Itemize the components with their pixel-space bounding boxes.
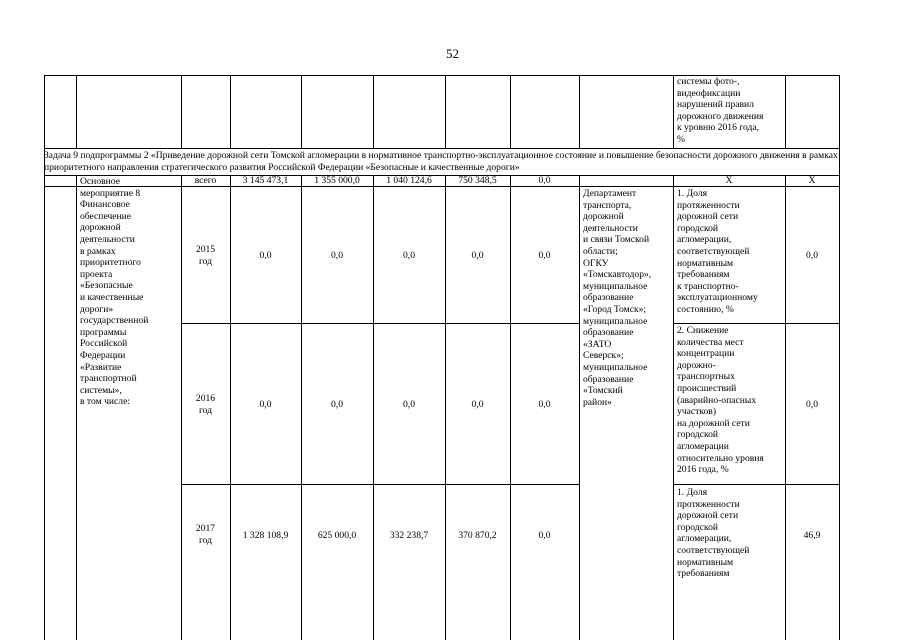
table-rule — [181, 484, 579, 485]
table-rule — [839, 175, 840, 640]
table-rule — [181, 75, 182, 148]
total-value: 3 145 473,1 — [242, 175, 289, 186]
table-rule — [579, 75, 580, 148]
indicator-value: 46,9 — [803, 530, 821, 541]
table-rule — [44, 148, 839, 149]
year-value: 0,0 — [259, 250, 272, 261]
total-value: 0,0 — [538, 175, 551, 186]
year-value: 0,0 — [471, 399, 484, 410]
year-value: 1 328 108,9 — [242, 530, 289, 541]
table-rule — [230, 75, 231, 148]
table-rule — [673, 75, 674, 148]
total-indicator-value: X — [808, 175, 816, 186]
year-value: 0,0 — [538, 530, 551, 541]
task-heading: Задача 9 подпрограммы 2 «Приведение дорожной сети Томской агломерации в нормативное транспортно-эксплуатационное состояние и повышение безопасности дорожного движения в рамках приоритетного направления стратегического развития Российской Федерации «Безопасные и качественные дороги» — [44, 150, 838, 173]
year-value: 625 000,0 — [317, 530, 357, 541]
total-value: 1 355 000,0 — [314, 175, 360, 186]
page-number: 52 — [446, 46, 459, 61]
year-label: 2016 год — [195, 393, 216, 416]
total-value: 750 348,5 — [458, 175, 497, 186]
executor-cell: Департамент транспорта, дорожной деятельности и связи Томской области; ОГКУ «Томскавтодор», муниципальное образование «Город Томск»; муниципальное образование «ЗАТО Северск»; муниципальное образование «Томский район» — [583, 188, 652, 408]
table-rule — [373, 75, 374, 148]
year-value: 0,0 — [331, 250, 343, 261]
table-rule — [673, 323, 839, 324]
table-rule — [510, 75, 511, 148]
indicator-value: 0,0 — [806, 250, 818, 261]
table-rule — [301, 75, 302, 148]
table-rule — [579, 175, 580, 640]
indicator-cell: 2. Снижение количества мест концентрации дорожно- транспортных происшествий (аварийно-опасных участков) на дорожной сети городской агломерации относительно уровня 2016 года, % — [677, 325, 764, 476]
total-label: всего — [194, 175, 217, 186]
year-value: 0,0 — [471, 250, 484, 261]
activity-name-cell: Основное мероприятие 8 Финансовое обеспечение дорожной деятельности в рамках приоритетного проекта «Безопасные и качественные дороги» государственной программы Российской Федерации «Развитие транспортной системы», в том числе: — [80, 176, 149, 408]
table-rule — [785, 75, 786, 148]
total-indicator: X — [725, 175, 733, 186]
table-rule — [839, 75, 840, 176]
year-label: 2017 год — [195, 523, 216, 546]
prev-indicator-cell: системы фото-, видеофиксации нарушений правил дорожного движения к уровню 2016 года, % — [677, 76, 764, 145]
indicator-cell: 1. Доля протяженности дорожной сети городской агломерации, соответствующей нормативным требованиям к транспортно- эксплуатационному состоянию, % — [677, 188, 758, 315]
table-rule — [445, 75, 446, 148]
year-label: 2015 год — [195, 244, 216, 267]
table-rule — [673, 484, 839, 485]
table-rule — [181, 323, 579, 324]
year-value: 0,0 — [259, 399, 272, 410]
table-rule — [673, 175, 674, 640]
year-value: 0,0 — [331, 399, 343, 410]
indicator-cell: 1. Доля протяженности дорожной сети городской агломерации, соответствующей нормативным требованиям — [677, 487, 750, 580]
table-rule — [44, 175, 45, 640]
table-rule — [76, 175, 77, 640]
table-rule — [76, 75, 77, 148]
year-value: 0,0 — [403, 250, 415, 261]
year-value: 0,0 — [538, 399, 551, 410]
year-value: 0,0 — [538, 250, 551, 261]
total-value: 1 040 124,6 — [386, 175, 432, 186]
year-value: 0,0 — [403, 399, 415, 410]
year-value: 370 870,2 — [458, 530, 497, 541]
year-value: 332 238,7 — [389, 530, 429, 541]
indicator-value: 0,0 — [806, 399, 818, 410]
